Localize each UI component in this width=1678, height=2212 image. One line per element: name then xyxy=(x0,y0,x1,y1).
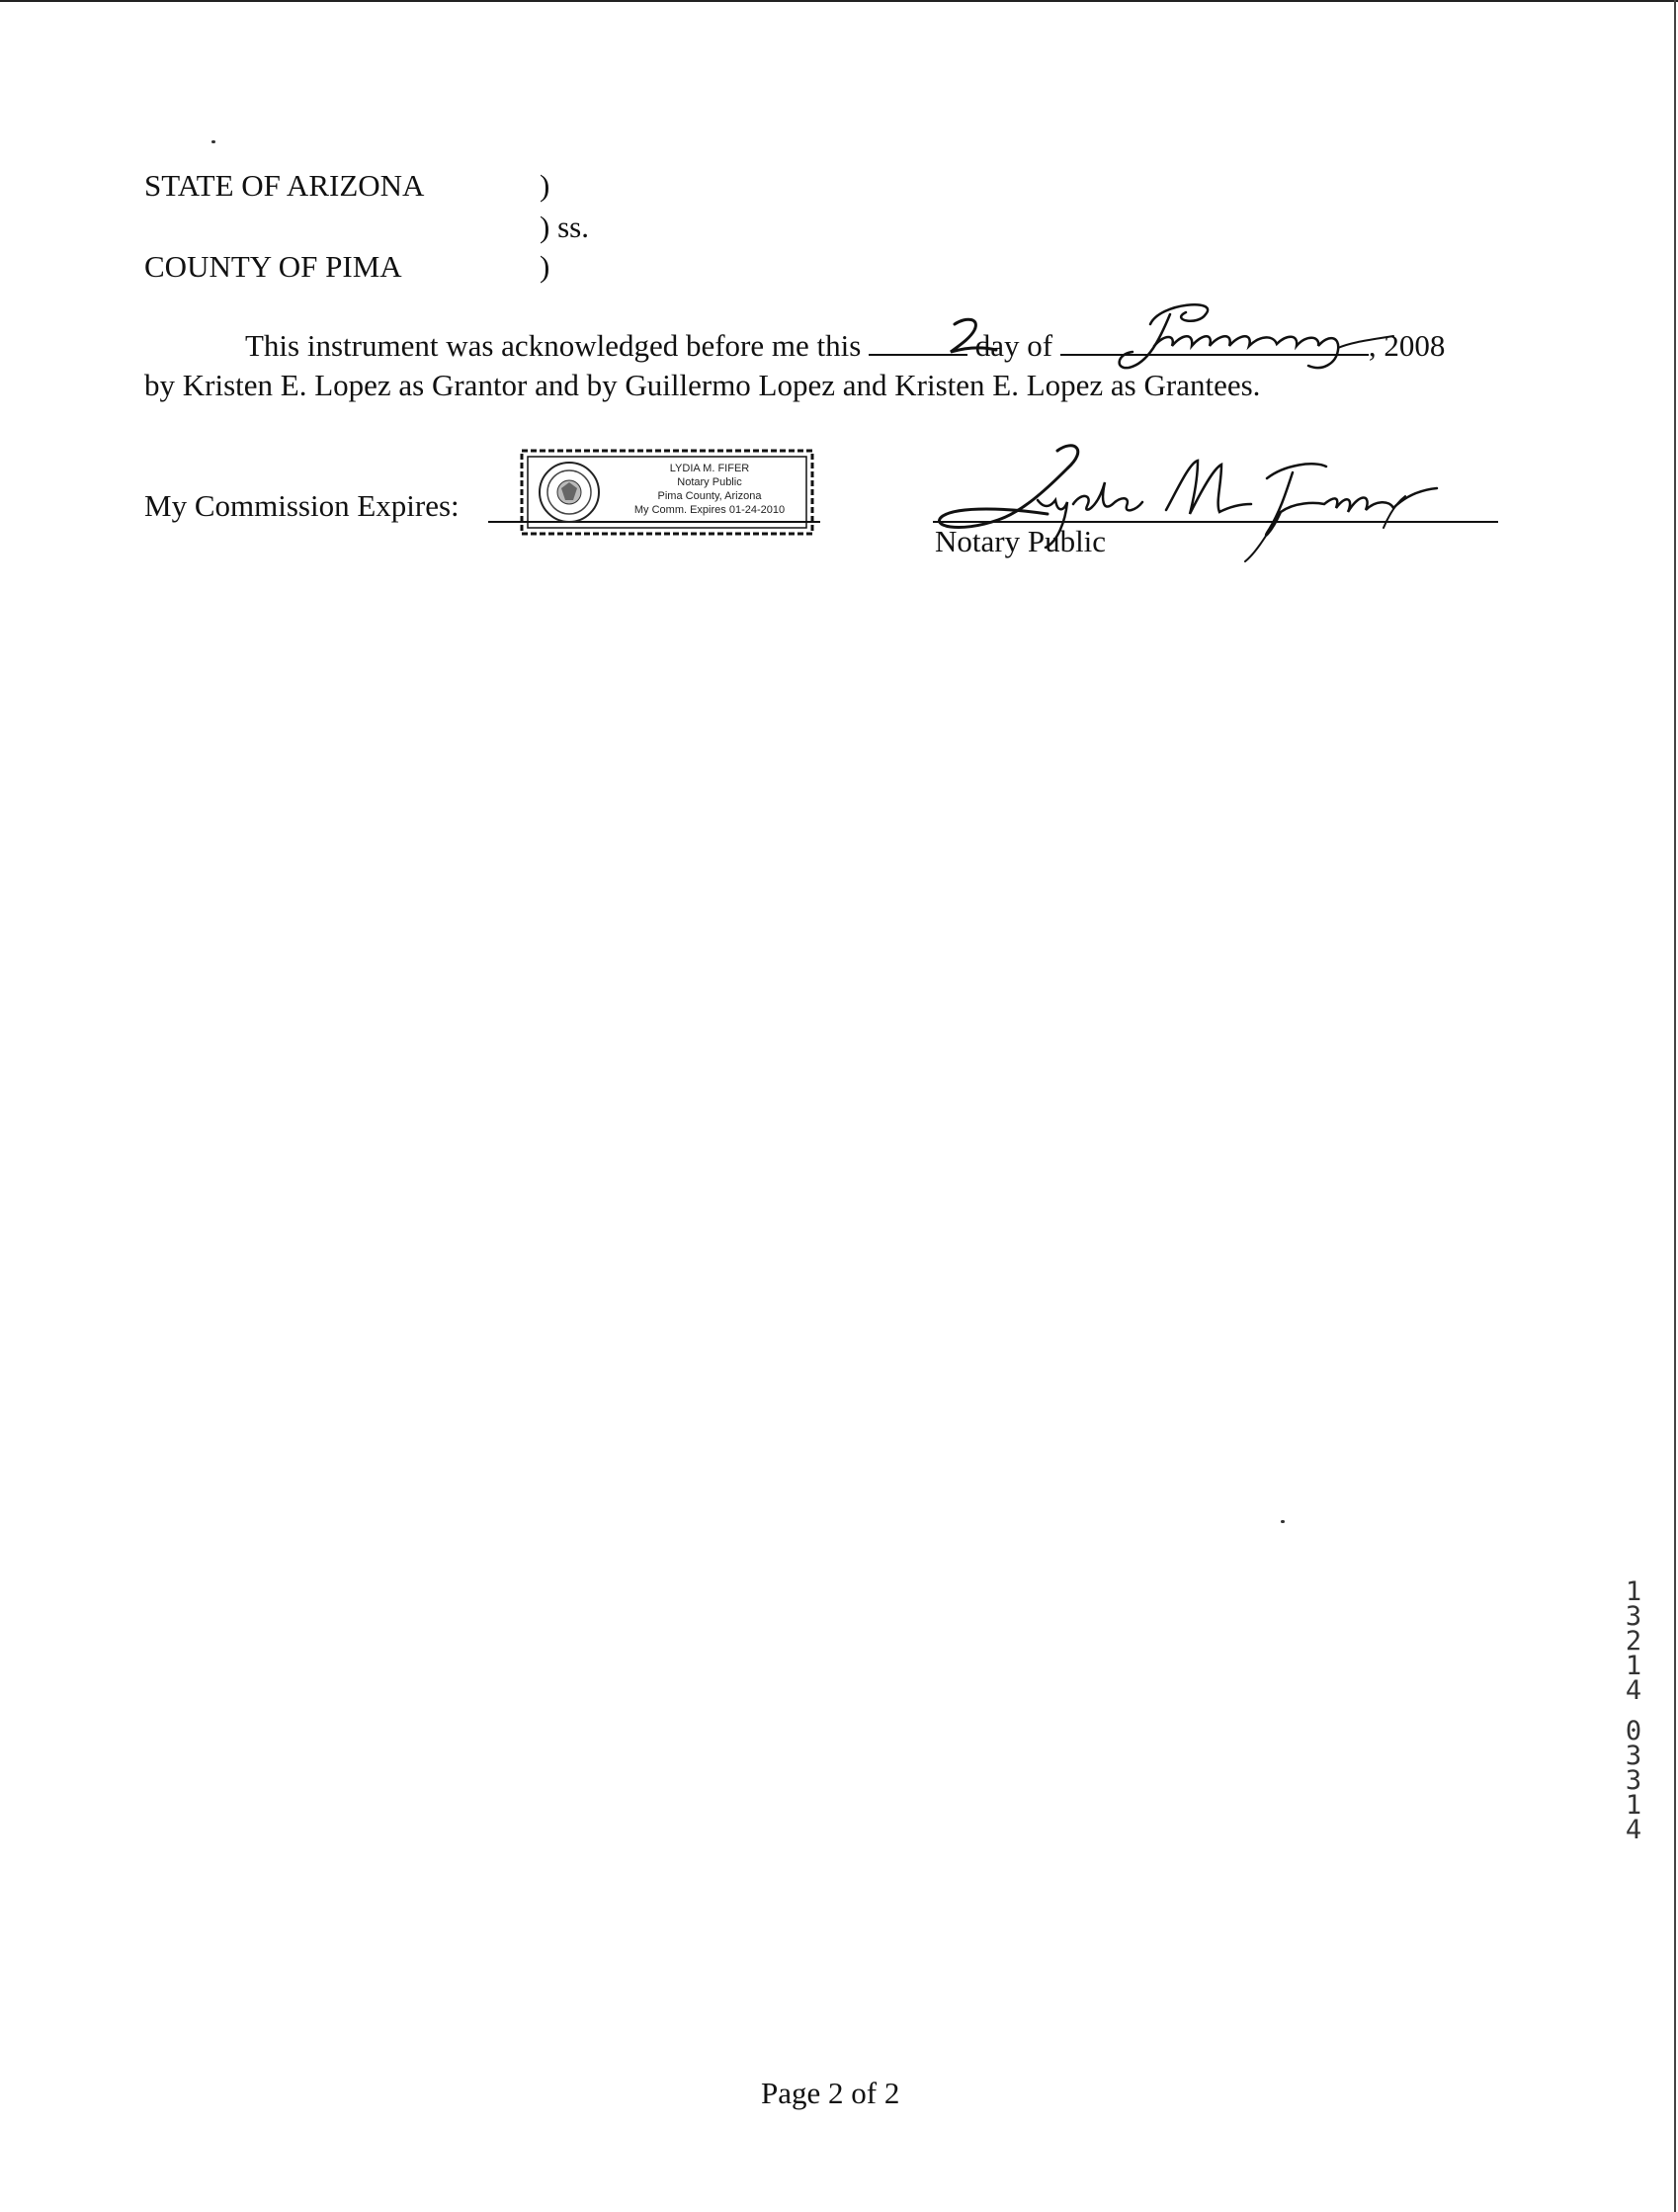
day-of-label: day of xyxy=(974,328,1053,363)
year-text: , 2008 xyxy=(1368,328,1446,363)
acknowledgment-line-2: by Kristen E. Lopez as Grantor and by Guillermo Lopez and Kristen E. Lopez as Grantees. xyxy=(144,368,1261,402)
venue-paren-top: ) xyxy=(540,168,550,203)
stamp-county: Pima County, Arizona xyxy=(657,490,762,502)
scan-speck xyxy=(1281,1520,1285,1523)
notary-signature xyxy=(919,439,1443,567)
acknowledgment-lead: This instrument was acknowledged before me this xyxy=(245,328,862,363)
recorder-number xyxy=(1619,1576,1648,1845)
recorder-digit: 1 xyxy=(1625,1576,1642,1607)
recorder-digit: 2 xyxy=(1625,1626,1642,1657)
page-number: Page 2 of 2 xyxy=(761,2076,900,2110)
commission-label: My Commission Expires: xyxy=(144,488,460,523)
venue-ss: ) ss. xyxy=(540,210,589,244)
stamp-name: LYDIA M. FIFER xyxy=(669,463,750,474)
recorder-digit: 1 xyxy=(1625,1790,1642,1821)
recorder-digit: 3 xyxy=(1625,1765,1642,1796)
scan-speck xyxy=(211,140,215,143)
state-label: STATE OF ARIZONA xyxy=(144,168,425,203)
handwritten-day xyxy=(945,314,1004,358)
recorder-digit: 3 xyxy=(1625,1601,1642,1632)
page-top-border xyxy=(0,0,1678,2)
notary-public-label: Notary Public xyxy=(935,524,1107,558)
handwritten-month xyxy=(1111,295,1397,376)
recorder-digit: 3 xyxy=(1625,1741,1642,1771)
stamp-title: Notary Public xyxy=(677,476,742,488)
county-label: COUNTY OF PIMA xyxy=(144,249,402,284)
recorder-digit: 1 xyxy=(1625,1651,1642,1681)
recorder-digit: 0 xyxy=(1625,1716,1642,1746)
recorder-digit: 4 xyxy=(1625,1675,1642,1706)
venue-paren-bottom: ) xyxy=(540,249,550,284)
stamp-expiration: My Comm. Expires 01-24-2010 xyxy=(633,504,786,516)
notary-stamp xyxy=(512,443,822,542)
recorder-digit: 4 xyxy=(1625,1815,1642,1845)
page-right-border xyxy=(1674,0,1676,2212)
